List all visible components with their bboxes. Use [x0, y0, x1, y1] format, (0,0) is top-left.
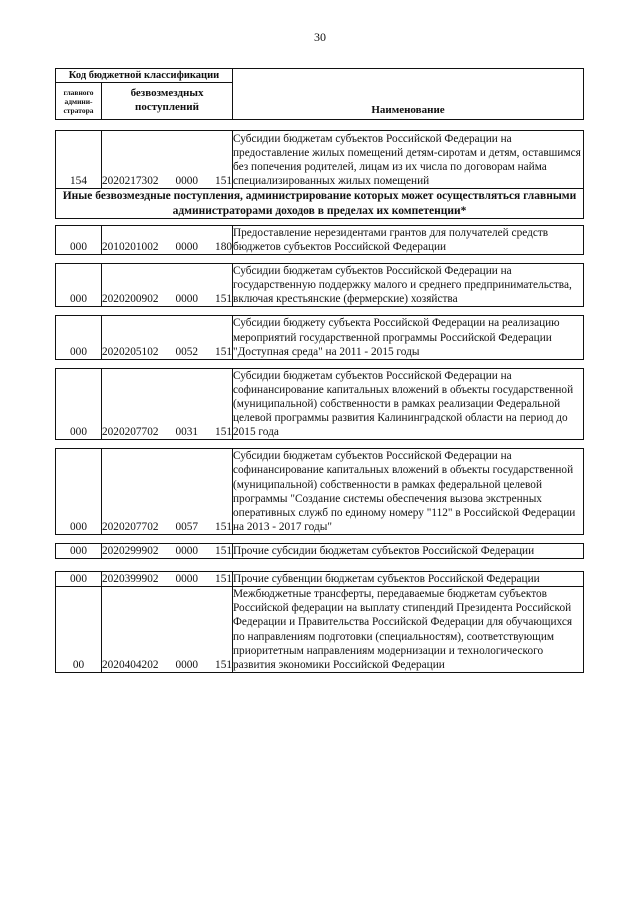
code-main: 2010201002 [102, 240, 159, 253]
header-row-group [56, 69, 584, 83]
table-row [56, 368, 584, 440]
page-number: 30 [314, 30, 326, 44]
revenue-code [102, 449, 233, 535]
section-title: Иные безвозмездные поступления, администрирование которых может осуществляться главными администраторами доходов в пределах их компетенции* [56, 189, 584, 219]
row-name: Субсидии бюджету субъекта Российской Федерации на реализацию мероприятий государственной программы Российской Федерации "Доступная среда" на 2011 - 2015 годы [233, 316, 584, 359]
admin-code: 000 [56, 572, 102, 587]
code-main: 2020207702 [102, 426, 159, 439]
revenue-code [102, 572, 233, 587]
table-row [56, 264, 584, 307]
code-sub1: 0000 [175, 573, 199, 586]
header-group-label: Код бюджетной классификации [56, 69, 233, 83]
revenue-code [102, 368, 233, 440]
code-main: 2020205102 [102, 345, 159, 358]
code-sub2: 151 [215, 573, 232, 586]
admin-code: 000 [56, 316, 102, 359]
revenue-code [102, 587, 233, 673]
row-name: Субсидии бюджетам субъектов Российской Федерации на государственную поддержку малого и среднего предпринимательства, включая крестьянские (фермерские) хозяйства [233, 264, 584, 307]
code-sub1: 0000 [175, 240, 199, 253]
code-sub2: 151 [215, 658, 232, 671]
admin-code: 00 [56, 587, 102, 673]
code-sub2: 151 [215, 345, 232, 358]
table-row [56, 572, 584, 587]
code-sub1: 0057 [175, 520, 199, 533]
row-name: Предоставление нерезидентами грантов для получателей средств бюджетов субъектов Российской Федерации [233, 225, 584, 254]
code-sub2: 151 [215, 175, 232, 188]
admin-code: 000 [56, 225, 102, 254]
code-main: 2020217302 [102, 175, 159, 188]
row-name: Субсидии бюджетам субъектов Российской Федерации на предоставление жилых помещений детям-сиротам и детям, оставшимся без попечения родителей, лицам из их числа по договорам найма специализированных жилых помещений [233, 131, 584, 189]
revenue-code [102, 264, 233, 307]
table-row [56, 316, 584, 359]
code-sub2: 180 [215, 240, 232, 253]
code-sub2: 151 [215, 426, 232, 439]
table-row [56, 449, 584, 535]
code-sub1: 0000 [175, 658, 199, 671]
header-name-label: Наименование [233, 69, 584, 120]
code-sub2: 151 [215, 520, 232, 533]
revenue-code [102, 225, 233, 254]
code-main: 2020404202 [102, 658, 159, 671]
code-sub1: 0052 [175, 345, 199, 358]
admin-code: 000 [56, 449, 102, 535]
code-main: 2020207702 [102, 520, 159, 533]
code-sub1: 0000 [175, 175, 199, 188]
code-sub2: 151 [215, 544, 232, 557]
row-name: Субсидии бюджетам субъектов Российской Федерации на софинансирование капитальных вложений в объекты государственной (муниципальной) собственности в рамках реализации Федеральной целевой программы развития Калининградской области на период до 2015 года [233, 368, 584, 440]
row-name: Межбюджетные трансферты, передаваемые бюджетам субъектов Российской федерации на выплату стипендий Президента Российской Федерации и Правительства Российской Федерации для обучающихся по направлениям подготовки (специальностям), соответствующим приоритетным направлениям модернизации и технологического развития экономики Российской Федерации [233, 587, 584, 673]
revenue-code [102, 316, 233, 359]
code-sub2: 151 [215, 293, 232, 306]
code-sub1: 0000 [175, 544, 199, 557]
code-main: 2020399902 [102, 573, 159, 586]
section-row [56, 189, 584, 219]
revenue-code [102, 131, 233, 189]
revenue-code [102, 543, 233, 558]
admin-code: 000 [56, 368, 102, 440]
table-row [56, 543, 584, 558]
header-revenue-label: безвозмездных поступлений [102, 83, 233, 120]
row-name: Субсидии бюджетам субъектов Российской Федерации на софинансирование капитальных вложений в объекты государственной (муниципальной) собственности в рамках федеральной целевой программы "Создание системы обеспечения вызова экстренных оперативных служб по единому номеру "112" в Российской Федерации на 2013 - 2017 годы" [233, 449, 584, 535]
row-name: Прочие субсидии бюджетам субъектов Российской Федерации [233, 543, 584, 558]
budget-classification-table [55, 68, 584, 673]
table-row [56, 225, 584, 254]
code-main: 2020200902 [102, 293, 159, 306]
table-row [56, 587, 584, 673]
row-name: Прочие субвенции бюджетам субъектов Российской Федерации [233, 572, 584, 587]
code-main: 2020299902 [102, 544, 159, 557]
header-admin-label: главного админи- стратора [56, 83, 102, 120]
code-sub1: 0031 [175, 426, 199, 439]
admin-code: 000 [56, 543, 102, 558]
code-sub1: 0000 [175, 293, 199, 306]
admin-code: 000 [56, 264, 102, 307]
admin-code: 154 [56, 131, 102, 189]
table-row [56, 131, 584, 189]
